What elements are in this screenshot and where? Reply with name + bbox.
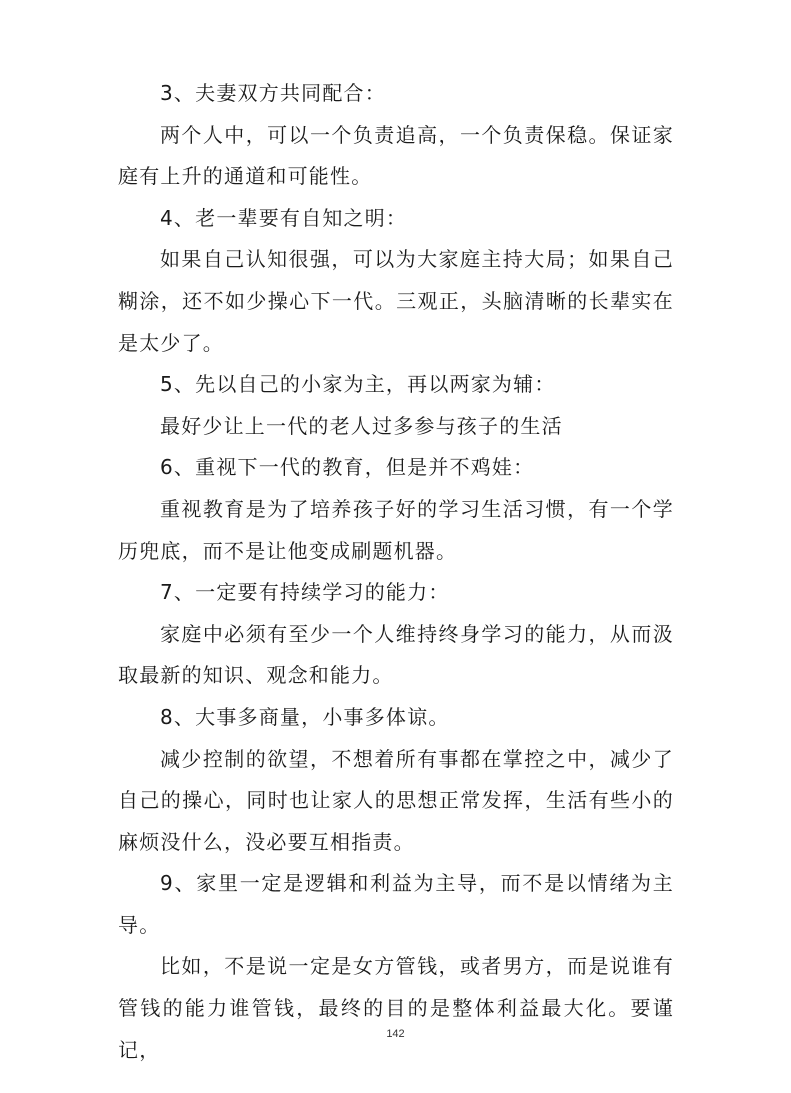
- body-text: [118, 73, 674, 1071]
- heading-point-6: 6、重视下一代的教育，但是并不鸡娃：: [160, 455, 535, 480]
- heading-point-7: 7、一定要有持续学习的能力：: [160, 580, 450, 605]
- page-number: 142: [386, 1028, 405, 1040]
- paragraph-point-4: 如果自己认知很强，可以为大家庭主持大局；如果自己糊涂，还不如少操心下一代。三观正，头脑清晰的长辈实在是太少了。: [118, 247, 674, 355]
- heading-point-4: 4、老一辈要有自知之明：: [160, 205, 408, 230]
- paragraph-point-6: 重视教育是为了培养孩子好的学习生活习惯，有一个学历兜底，而不是让他变成刷题机器。: [118, 496, 674, 563]
- heading-point-5: 5、先以自己的小家为主，再以两家为辅：: [160, 372, 556, 397]
- paragraph-point-7: 家庭中必须有至少一个人维持终身学习的能力，从而汲取最新的知识、观念和能力。: [118, 621, 674, 688]
- paragraph-point-9: 比如，不是说一定是女方管钱，或者男方，而是说谁有管钱的能力谁管钱，最终的目的是整体利益最大化。要谨记，: [118, 954, 674, 1062]
- paragraph-point-5: 最好少让上一代的老人过多参与孩子的生活: [160, 413, 563, 438]
- heading-point-3: 3、夫妻双方共同配合：: [160, 81, 386, 105]
- paragraph-point-3: 两个人中，可以一个负责追高，一个负责保稳。保证家庭有上升的通道和可能性。: [118, 122, 674, 189]
- heading-point-9: 9、家里一定是逻辑和利益为主导，而不是以情绪为主导。: [118, 871, 674, 937]
- heading-point-8: 8、大事多商量，小事多体谅。: [160, 704, 450, 729]
- paragraph-point-8: 减少控制的欲望，不想着所有事都在掌控之中，减少了自己的操心，同时也让家人的思想正常发挥，生活有些小的麻烦没什么，没必要互相指责。: [118, 746, 674, 854]
